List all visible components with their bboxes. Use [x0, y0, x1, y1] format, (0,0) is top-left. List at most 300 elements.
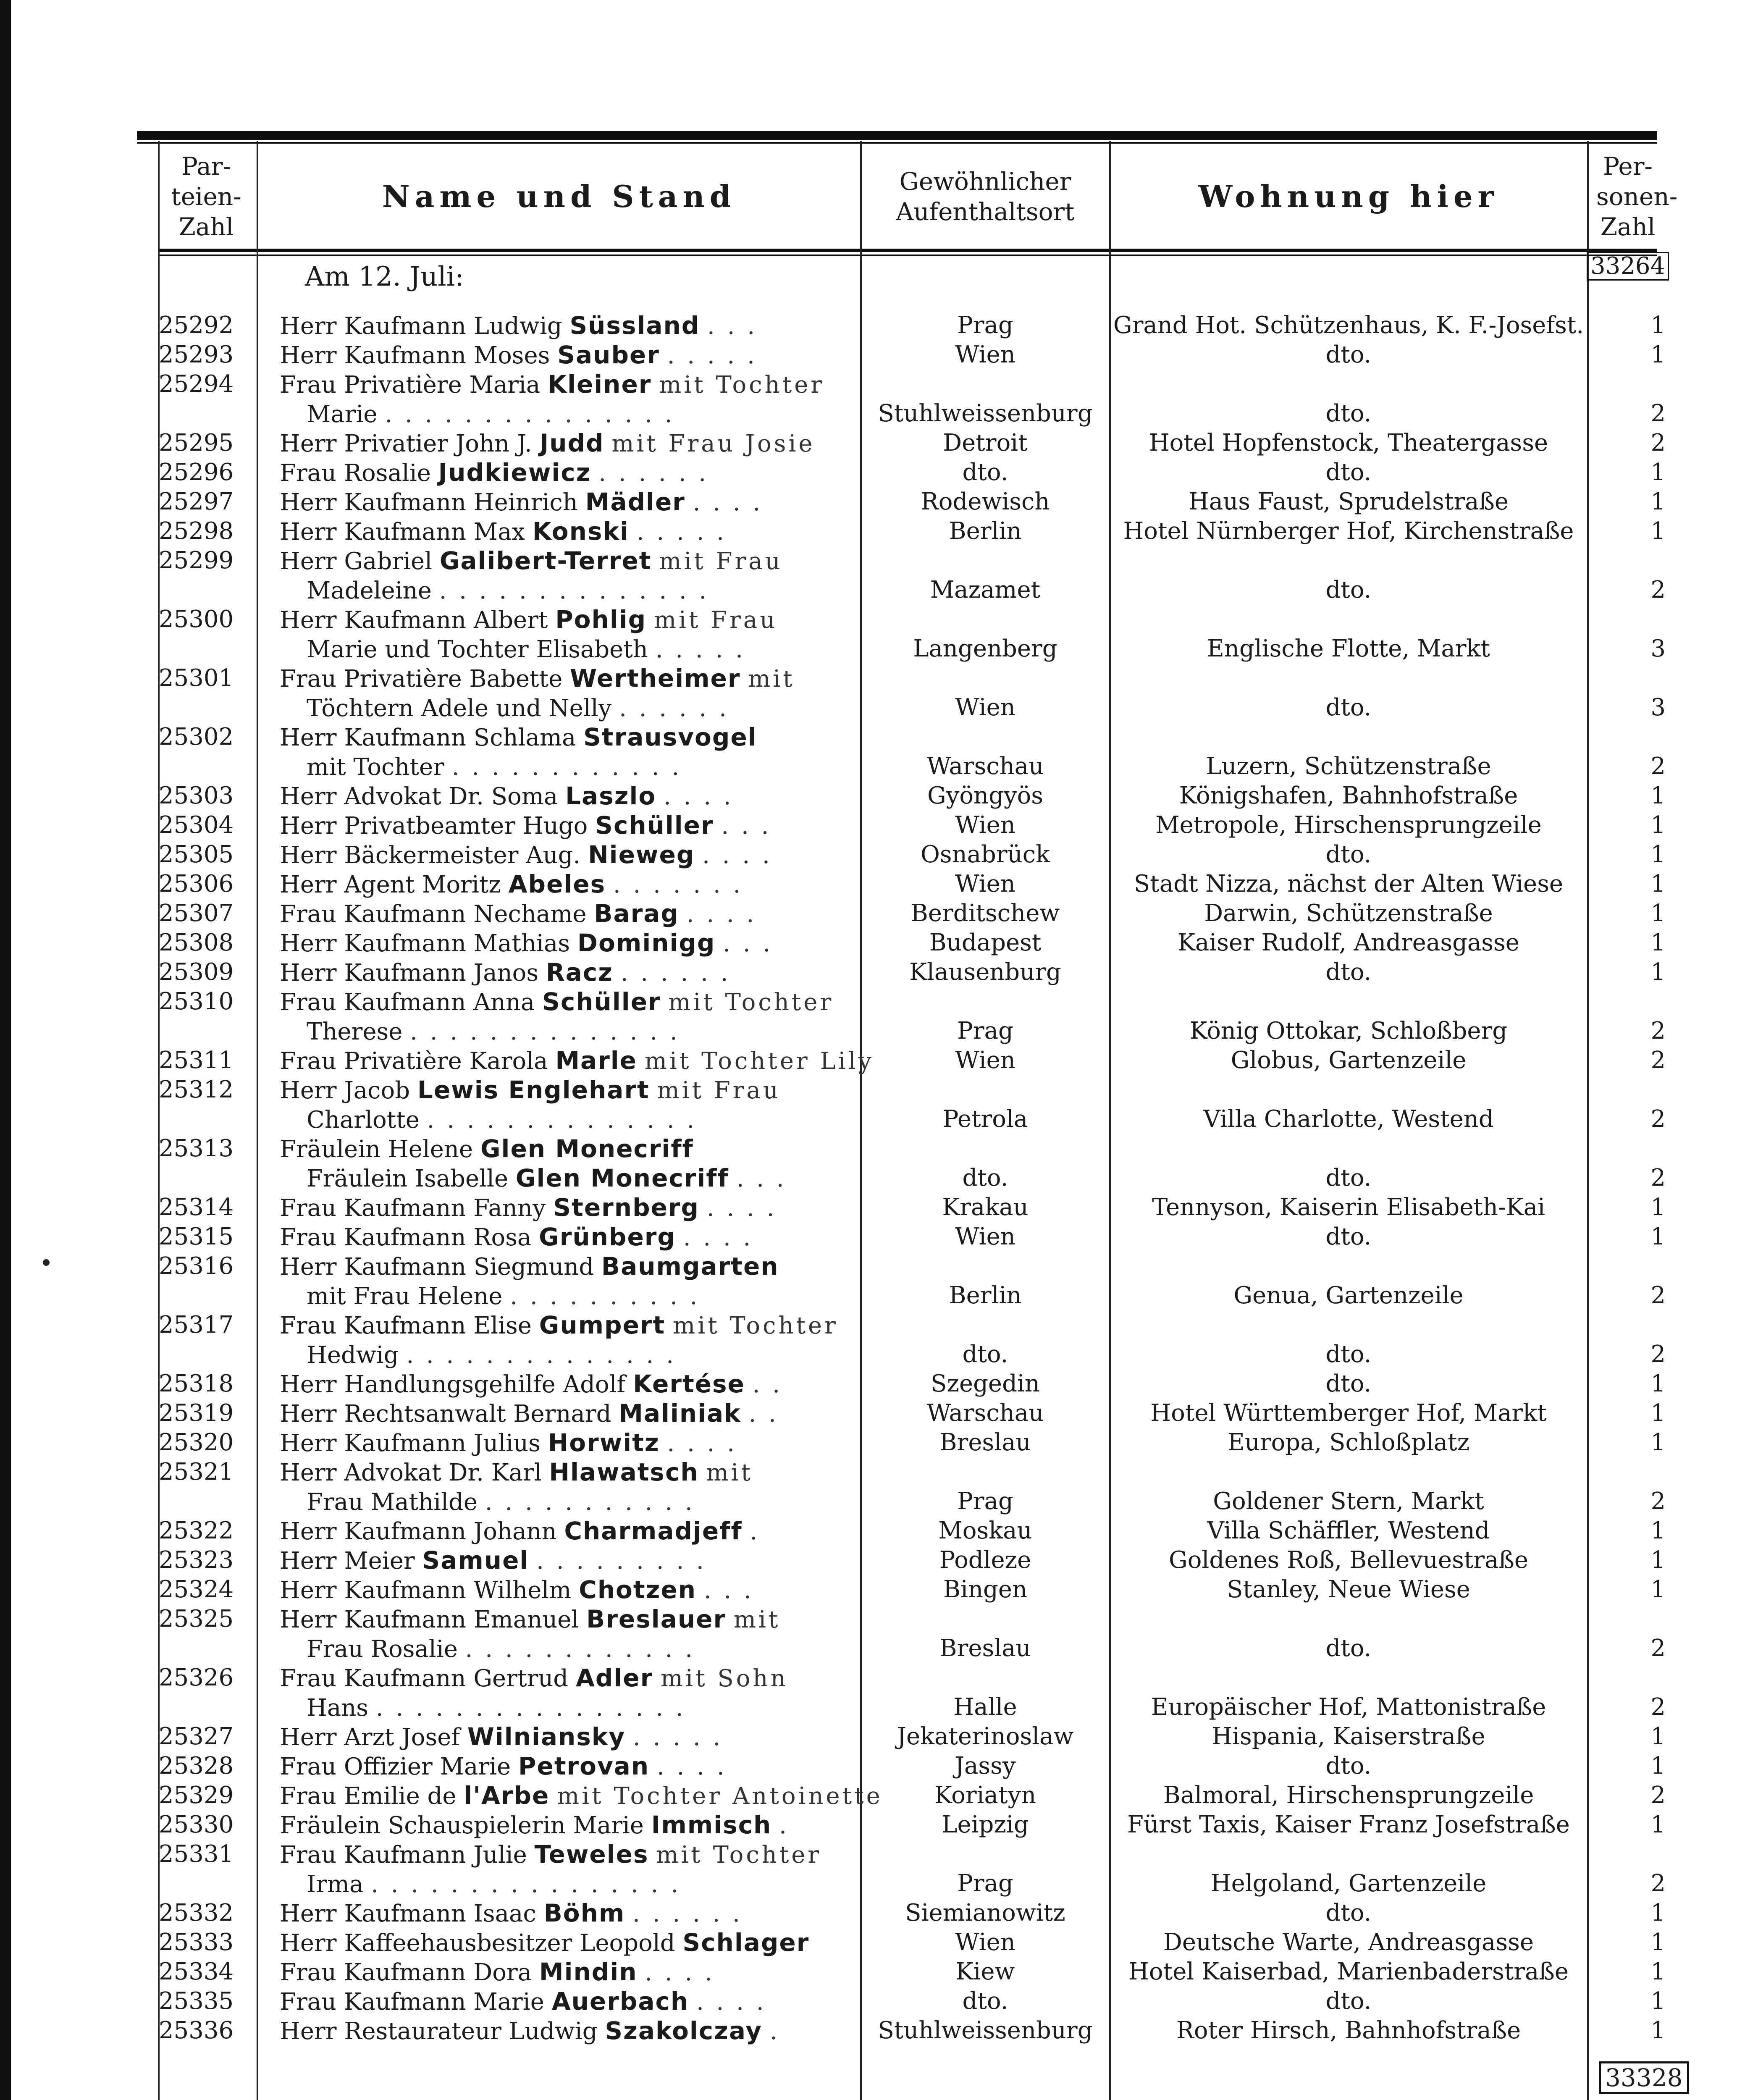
- name-line: [280, 1634, 851, 1663]
- lodging-here: Villa Charlotte, Westend: [1203, 1105, 1494, 1133]
- register-row: [11, 987, 1737, 1046]
- name-suffix: mit Frau: [657, 1077, 781, 1104]
- register-row: [11, 1252, 1737, 1310]
- persons-count: 2: [1650, 753, 1666, 780]
- name-suffix: . . . . . .: [598, 459, 709, 487]
- title-and-given-name: Frau Kaufmann Marie: [280, 1988, 544, 2016]
- usual-residence: Jekaterinoslaw: [897, 1723, 1074, 1750]
- register-row: [11, 1810, 1737, 1840]
- party-number: 25310: [159, 988, 234, 1015]
- usual-residence: dto.: [962, 1987, 1008, 2015]
- surname: Schlager: [682, 1928, 810, 1957]
- name-suffix: . . . .: [657, 1753, 727, 1780]
- persons-count: 1: [1650, 2017, 1666, 2044]
- name-suffix: mit Tochter: [656, 1841, 822, 1869]
- title-and-given-name: Herr Gabriel: [280, 548, 433, 575]
- usual-residence: Wien: [955, 811, 1015, 839]
- header-party-number: [158, 145, 255, 248]
- title-and-given-name: Herr Privatier John J.: [280, 430, 532, 457]
- register-row: [11, 1604, 1737, 1663]
- register-row: [11, 811, 1737, 840]
- party-number: 25313: [159, 1135, 234, 1162]
- persons-count: 1: [1650, 929, 1666, 956]
- persons-count: 2: [1650, 1164, 1666, 1192]
- surname: Konski: [532, 517, 629, 546]
- usual-residence: Wien: [955, 1047, 1015, 1074]
- name-suffix: . . . . . . . . . . . .: [451, 753, 682, 781]
- name-and-status: [280, 869, 851, 899]
- name-line: [280, 1252, 851, 1281]
- name-suffix: . . . . . .: [620, 959, 731, 987]
- name-suffix: . . . . .: [655, 636, 745, 663]
- party-number: 25292: [159, 312, 234, 339]
- lodging-here: Hotel Württemberger Hof, Markt: [1150, 1399, 1547, 1427]
- surname: Pohlig: [555, 605, 647, 634]
- name-line: [280, 1575, 851, 1604]
- title-and-given-name: mit Tochter: [307, 753, 444, 781]
- header-bottom-rule-thin: [158, 255, 1657, 256]
- lodging-here: dto.: [1325, 400, 1372, 427]
- surname: Laszlo: [565, 782, 656, 810]
- party-number: 25311: [159, 1047, 234, 1074]
- margin-speck: [43, 1259, 50, 1266]
- lodging-here: Haus Faust, Sprudelstraße: [1188, 488, 1509, 515]
- surname: Sauber: [557, 341, 660, 369]
- title-and-given-name: Herr Restaurateur Ludwig: [280, 2018, 598, 2045]
- name-suffix: . . .: [721, 812, 771, 840]
- register-row: [11, 605, 1737, 664]
- lodging-here: Darwin, Schützenstraße: [1204, 900, 1493, 927]
- persons-count: 1: [1650, 782, 1666, 809]
- usual-residence: Petrola: [942, 1105, 1028, 1133]
- header-lodging-here: [1111, 145, 1586, 248]
- title-and-given-name: Marie: [307, 401, 378, 428]
- party-number: 25308: [159, 929, 234, 956]
- name-line: [280, 1604, 851, 1634]
- usual-residence: Prag: [957, 312, 1013, 339]
- title-and-given-name: Frau Kaufmann Anna: [280, 989, 535, 1016]
- name-and-status: [280, 899, 851, 928]
- register-row: [11, 899, 1737, 928]
- name-suffix: . . . . . . . . . . . . . .: [427, 1106, 697, 1134]
- persons-count: 1: [1650, 958, 1666, 986]
- party-number: 25314: [159, 1194, 234, 1221]
- persons-count: 1: [1650, 517, 1666, 545]
- top-rule: [137, 131, 1657, 140]
- name-suffix: mit Frau: [659, 548, 783, 575]
- name-suffix: mit Tochter Lily: [644, 1047, 874, 1075]
- title-and-given-name: Herr Kaffeehausbesitzer Leopold: [280, 1929, 675, 1957]
- party-number: 25303: [159, 782, 234, 809]
- date-heading: Am 12. Juli:: [305, 261, 464, 292]
- lodging-here: Goldener Stern, Markt: [1213, 1488, 1484, 1515]
- party-number: 25336: [159, 2017, 234, 2044]
- name-line: [280, 399, 851, 428]
- name-line: [280, 1898, 851, 1928]
- name-and-status: [280, 1840, 851, 1898]
- name-and-status: [280, 311, 851, 340]
- name-line: [280, 958, 851, 987]
- name-line: [280, 370, 851, 399]
- surname: Glen Monecriff: [515, 1164, 729, 1192]
- name-suffix: . . . . . . . . . . . .: [465, 1635, 695, 1663]
- persons-count: 1: [1650, 1223, 1666, 1250]
- title-and-given-name: Herr Kaufmann Moses: [280, 342, 550, 369]
- title-and-given-name: Frau Kaufmann Dora: [280, 1959, 532, 1986]
- register-row: [11, 2016, 1737, 2045]
- name-line: [280, 1428, 851, 1457]
- surname: Judd: [539, 429, 604, 457]
- name-line: [280, 458, 851, 487]
- party-number: 25334: [159, 1958, 234, 1985]
- lodging-here: dto.: [1325, 1635, 1372, 1662]
- name-suffix: mit Sohn: [661, 1665, 788, 1692]
- title-and-given-name: Frau Emilie de: [280, 1782, 457, 1810]
- name-suffix: . . . .: [696, 1988, 766, 2016]
- surname: Mindin: [539, 1958, 638, 1986]
- name-and-status: [280, 1546, 851, 1575]
- title-and-given-name: Töchtern Adele und Nelly: [307, 695, 612, 722]
- name-and-status: [280, 487, 851, 517]
- persons-count: 2: [1650, 1635, 1666, 1662]
- surname: Adler: [575, 1664, 653, 1692]
- title-and-given-name: Herr Kaufmann Siegmund: [280, 1253, 594, 1281]
- surname: Chotzen: [579, 1575, 697, 1604]
- name-line: [280, 1781, 883, 1810]
- register-row: [11, 928, 1737, 958]
- header-bottom-rule: [158, 249, 1657, 252]
- surname: Wilniansky: [467, 1722, 626, 1751]
- usual-residence: Prag: [957, 1488, 1013, 1515]
- name-and-status: [280, 2016, 851, 2045]
- party-number: 25322: [159, 1517, 234, 1544]
- name-suffix: mit Frau: [653, 606, 778, 634]
- name-line: [280, 693, 851, 722]
- title-and-given-name: Frau Kaufmann Fanny: [280, 1194, 546, 1222]
- surname: Baumgarten: [601, 1252, 779, 1281]
- name-and-status: [280, 781, 851, 811]
- register-row: [11, 1134, 1737, 1193]
- name-and-status: [280, 1516, 851, 1546]
- lodging-here: Tennyson, Kaiserin Elisabeth-Kai: [1152, 1194, 1545, 1221]
- surname: Immisch: [651, 1811, 772, 1839]
- persons-count: 3: [1650, 635, 1666, 662]
- usual-residence: Leipzig: [942, 1811, 1029, 1838]
- title-and-given-name: Herr Privatbeamter Hugo: [280, 812, 588, 840]
- name-line: [280, 899, 851, 928]
- name-line: [280, 487, 851, 517]
- name-line: [280, 1957, 851, 1987]
- usual-residence: Breslau: [939, 1635, 1031, 1662]
- persons-count: 2: [1650, 1782, 1666, 1809]
- name-line: [280, 811, 851, 840]
- register-row: [11, 1575, 1737, 1604]
- carry-over-total: 33264: [1587, 252, 1669, 281]
- persons-count: 2: [1650, 1017, 1666, 1045]
- register-row: [11, 1369, 1737, 1399]
- title-and-given-name: Fräulein Isabelle: [307, 1165, 509, 1192]
- name-and-status: [280, 722, 851, 781]
- name-line: [280, 605, 851, 634]
- title-and-given-name: Herr Kaufmann Wilhelm: [280, 1577, 572, 1604]
- title-and-given-name: Herr Arzt Josef: [280, 1724, 460, 1751]
- title-and-given-name: Frau Kaufmann Elise: [280, 1312, 532, 1339]
- usual-residence: Koriatyn: [934, 1782, 1036, 1809]
- persons-count: 1: [1650, 870, 1666, 898]
- name-and-status: [280, 811, 851, 840]
- header-name-label: Name und Stand: [382, 178, 736, 214]
- lodging-here: Königshafen, Bahnhofstraße: [1179, 782, 1518, 809]
- party-number: 25298: [159, 517, 234, 545]
- name-suffix: mit Frau Josie: [611, 430, 815, 457]
- name-suffix: . . . . .: [632, 1724, 723, 1751]
- lodging-here: Genua, Gartenzeile: [1233, 1282, 1464, 1309]
- persons-count: 1: [1650, 841, 1666, 868]
- lodging-here: Hotel Hopfenstock, Theatergasse: [1149, 429, 1548, 457]
- party-number: 25316: [159, 1252, 234, 1280]
- lodging-here: dto.: [1325, 1987, 1372, 2015]
- name-line: [280, 1340, 851, 1369]
- usual-residence: Berlin: [949, 1282, 1022, 1309]
- register-row: [11, 1663, 1737, 1722]
- name-line: [280, 517, 851, 546]
- name-suffix: . . . . . . . . . . . . . . .: [385, 401, 675, 428]
- persons-count: 1: [1650, 1546, 1666, 1574]
- name-and-status: [280, 987, 851, 1046]
- usual-residence: Bingen: [943, 1576, 1028, 1603]
- party-number: 25300: [159, 606, 234, 633]
- name-and-status: [280, 1310, 851, 1369]
- title-and-given-name: Herr Advokat Dr. Soma: [280, 783, 558, 810]
- name-line: [280, 1310, 851, 1340]
- title-and-given-name: Herr Jacob: [280, 1077, 410, 1104]
- usual-residence: Berditschew: [910, 900, 1060, 927]
- usual-residence: Berlin: [949, 517, 1022, 545]
- name-suffix: mit Tochter Antoinette: [557, 1782, 883, 1810]
- lodging-here: Globus, Gartenzeile: [1231, 1047, 1467, 1074]
- surname: Sternberg: [553, 1193, 700, 1222]
- title-and-given-name: Fräulein Helene: [280, 1136, 473, 1163]
- party-number: 25324: [159, 1576, 234, 1603]
- title-and-given-name: Herr Kaufmann Heinrich: [280, 489, 578, 516]
- lodging-here: dto.: [1325, 1370, 1372, 1397]
- usual-residence: Rodewisch: [921, 488, 1050, 515]
- lodging-here: Goldenes Roß, Bellevuestraße: [1168, 1546, 1529, 1574]
- register-row: [11, 840, 1737, 869]
- title-and-given-name: Herr Kaufmann Max: [280, 518, 525, 546]
- surname: Wertheimer: [570, 664, 741, 693]
- name-suffix: . . . . .: [636, 518, 727, 546]
- usual-residence: Wien: [955, 341, 1015, 368]
- register-row: [11, 546, 1737, 605]
- lodging-here: Europa, Schloßplatz: [1227, 1429, 1470, 1456]
- lodging-here: Fürst Taxis, Kaiser Franz Josefstraße: [1127, 1811, 1570, 1838]
- persons-count: 2: [1650, 576, 1666, 604]
- surname: Mädler: [585, 488, 685, 516]
- lodging-here: dto.: [1325, 1223, 1372, 1250]
- surname: Horwitz: [548, 1428, 660, 1457]
- name-and-status: [280, 370, 851, 428]
- name-and-status: [280, 1987, 851, 2016]
- register-row: [11, 1781, 1737, 1810]
- register-row: [11, 1751, 1737, 1781]
- name-and-status: [280, 1193, 851, 1222]
- party-number: 25327: [159, 1723, 234, 1750]
- header-name-and-status: [259, 145, 859, 248]
- register-row: [11, 1722, 1737, 1751]
- lodging-here: dto.: [1325, 1341, 1372, 1368]
- usual-residence: Stuhlweissenburg: [878, 2017, 1093, 2044]
- name-suffix: . . . . . . .: [613, 871, 743, 898]
- name-suffix: mit Tochter: [673, 1312, 838, 1339]
- name-suffix: mit Tochter: [659, 371, 825, 399]
- party-number: 25306: [159, 870, 234, 898]
- lodging-here: Hotel Nürnberger Hof, Kirchenstraße: [1123, 517, 1574, 545]
- header-usual-residence: [863, 145, 1107, 248]
- name-and-status: [280, 1222, 851, 1252]
- usual-residence: Budapest: [929, 929, 1042, 956]
- surname: Süssland: [569, 311, 700, 340]
- title-and-given-name: Charlotte: [307, 1106, 420, 1134]
- title-and-given-name: Herr Kaufmann Mathias: [280, 930, 570, 957]
- party-number: 25325: [159, 1605, 234, 1633]
- usual-residence: Kiew: [955, 1958, 1015, 1985]
- name-and-status: [280, 664, 851, 722]
- register-row: [11, 1457, 1737, 1516]
- usual-residence: Halle: [953, 1693, 1017, 1721]
- register-row: [11, 1987, 1737, 2016]
- persons-count: 1: [1650, 341, 1666, 368]
- usual-residence: Detroit: [943, 429, 1028, 457]
- register-row: [11, 487, 1737, 517]
- party-number: 25315: [159, 1223, 234, 1250]
- lodging-here: Metropole, Hirschensprungzeile: [1155, 811, 1542, 839]
- lodging-here: Grand Hot. Schützenhaus, K. F.-Josefst.: [1113, 312, 1584, 339]
- usual-residence: Wien: [955, 1929, 1015, 1956]
- party-number: 25328: [159, 1752, 234, 1780]
- name-and-status: [280, 1399, 851, 1428]
- persons-count: 1: [1650, 488, 1666, 515]
- name-suffix: . . . .: [667, 1430, 737, 1457]
- party-number: 25305: [159, 841, 234, 868]
- title-and-given-name: Frau Rosalie: [307, 1635, 458, 1663]
- party-number: 25320: [159, 1429, 234, 1456]
- usual-residence: Klausenburg: [909, 958, 1061, 986]
- party-number: 25294: [159, 370, 234, 398]
- name-and-status: [280, 1751, 851, 1781]
- lodging-here: Stadt Nizza, nächst der Alten Wiese: [1134, 870, 1564, 898]
- surname: Böhm: [543, 1899, 625, 1927]
- name-line: [280, 1399, 851, 1428]
- persons-count: 1: [1650, 900, 1666, 927]
- name-and-status: [280, 1252, 851, 1310]
- usual-residence: Podleze: [939, 1546, 1031, 1574]
- surname: Szakolczay: [605, 2016, 763, 2045]
- name-suffix: . .: [748, 1400, 779, 1428]
- usual-residence: Warschau: [926, 753, 1044, 780]
- name-line: [280, 1046, 874, 1075]
- register-row: [11, 1898, 1737, 1928]
- name-suffix: . .: [752, 1371, 783, 1398]
- title-and-given-name: Irma: [307, 1871, 364, 1898]
- surname: Barag: [594, 899, 679, 928]
- register-row: [11, 1075, 1737, 1134]
- lodging-here: Roter Hirsch, Bahnhofstraße: [1176, 2017, 1521, 2044]
- party-number: 25297: [159, 488, 234, 515]
- name-and-status: [280, 928, 851, 958]
- party-number: 25307: [159, 900, 234, 927]
- title-and-given-name: Frau Kaufmann Nechame: [280, 900, 587, 928]
- title-and-given-name: Therese: [307, 1018, 403, 1045]
- name-suffix: . . .: [707, 312, 758, 340]
- surname: Kertése: [633, 1370, 745, 1398]
- party-number: 25312: [159, 1076, 234, 1103]
- usual-residence: Warschau: [926, 1399, 1044, 1427]
- surname: Racz: [546, 958, 613, 987]
- party-number: 25335: [159, 1987, 234, 2015]
- name-suffix: .: [779, 1812, 789, 1839]
- header-lodging-label: Wohnung hier: [1198, 178, 1499, 214]
- name-line: [280, 722, 851, 752]
- title-and-given-name: Herr Advokat Dr. Karl: [280, 1459, 542, 1486]
- surname: Schüller: [542, 987, 661, 1016]
- name-line: [280, 1722, 851, 1751]
- persons-count: 1: [1650, 1194, 1666, 1221]
- party-number: 25302: [159, 723, 234, 751]
- name-suffix: mit: [748, 665, 795, 693]
- lodging-here: dto.: [1325, 694, 1372, 721]
- title-and-given-name: mit Frau Helene: [307, 1283, 503, 1310]
- name-and-status: [280, 1781, 883, 1810]
- title-and-given-name: Herr Kaufmann Emanuel: [280, 1606, 579, 1633]
- register-row: [11, 458, 1737, 487]
- lodging-here: Englische Flotte, Markt: [1207, 635, 1490, 662]
- party-number: 25330: [159, 1811, 234, 1838]
- persons-count: 1: [1650, 459, 1666, 486]
- persons-count: 1: [1650, 1987, 1666, 2015]
- name-line: [280, 1105, 851, 1134]
- lodging-here: dto.: [1325, 1752, 1372, 1780]
- title-and-given-name: Frau Privatière Babette: [280, 665, 563, 693]
- title-and-given-name: Herr Rechtsanwalt Bernard: [280, 1400, 611, 1428]
- usual-residence: Stuhlweissenburg: [878, 400, 1093, 427]
- name-and-status: [280, 1810, 851, 1840]
- persons-count: 2: [1650, 1341, 1666, 1368]
- surname: Samuel: [422, 1546, 529, 1575]
- name-line: [280, 311, 851, 340]
- name-suffix: .: [769, 2018, 780, 2045]
- persons-count: 2: [1650, 1693, 1666, 1721]
- name-suffix: . . . . . .: [632, 1900, 743, 1927]
- party-number: 25318: [159, 1370, 234, 1397]
- usual-residence: dto.: [962, 1164, 1008, 1192]
- register-row: [11, 958, 1737, 987]
- usual-residence: Wien: [955, 1223, 1015, 1250]
- name-suffix: mit: [706, 1459, 753, 1486]
- name-line: [280, 575, 851, 605]
- party-number: 25299: [159, 547, 234, 574]
- name-suffix: . . . . . . . . . . . . . . . .: [371, 1871, 681, 1898]
- persons-count: 1: [1650, 1517, 1666, 1544]
- title-and-given-name: Herr Agent Moritz: [280, 871, 501, 898]
- name-line: [280, 2016, 851, 2045]
- title-and-given-name: Marie und Tochter Elisabeth: [307, 636, 648, 663]
- register-row: [11, 664, 1737, 722]
- lodging-here: dto.: [1325, 958, 1372, 986]
- surname: Strausvogel: [583, 723, 757, 751]
- name-and-status: [280, 1663, 851, 1722]
- title-and-given-name: Herr Kaufmann Isaac: [280, 1900, 536, 1927]
